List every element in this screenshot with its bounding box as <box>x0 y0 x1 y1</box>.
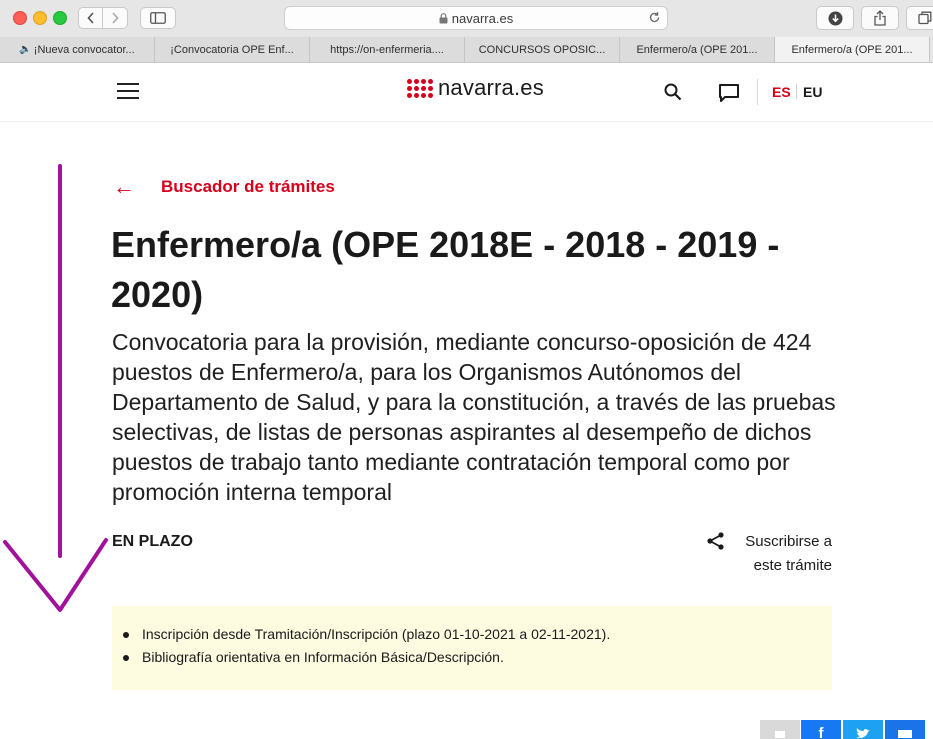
bullet-icon <box>123 632 129 638</box>
chat-icon[interactable] <box>718 83 740 108</box>
tab-4[interactable] <box>620 37 775 62</box>
speaker-icon: 🔈 <box>19 44 32 55</box>
print-button[interactable] <box>760 720 800 739</box>
tab-label: Enfermero/a (OPE 201... <box>636 43 758 56</box>
back-link[interactable] <box>113 176 335 198</box>
sidebar-toggle-button[interactable] <box>140 7 176 29</box>
print-icon <box>773 728 787 738</box>
tab-label: ¡Convocatoria OPE Enf... <box>170 43 294 56</box>
chevron-left-icon <box>87 12 95 24</box>
address-bar[interactable] <box>284 6 668 30</box>
subscribe-link[interactable] <box>706 530 832 578</box>
arrow-left-icon: ← <box>113 174 135 199</box>
tabs-icon <box>918 11 932 25</box>
logo-text: navarra.es <box>438 75 544 100</box>
download-icon <box>828 11 843 26</box>
notice-item <box>123 623 610 646</box>
lock-icon <box>439 13 448 24</box>
downloads-button[interactable] <box>816 6 854 30</box>
browser-toolbar <box>0 0 933 37</box>
address-text: navarra.es <box>451 10 514 26</box>
email-share-button[interactable] <box>885 720 925 739</box>
notice-item-text: Inscripción desde Tramitación/Inscripción (plazo 01-10-2021 a 02-11-2021). <box>142 626 611 642</box>
tab-label: https://on-enfermeria.... <box>330 43 444 56</box>
close-window-button[interactable] <box>13 11 27 25</box>
chevron-right-icon <box>111 12 119 24</box>
tab-5-active[interactable] <box>775 37 930 62</box>
twitter-share-button[interactable] <box>843 720 883 739</box>
tab-bar <box>0 37 933 62</box>
header-divider <box>757 79 758 105</box>
bullet-icon <box>123 655 129 661</box>
reload-icon[interactable] <box>648 11 661 27</box>
history-nav <box>78 7 130 29</box>
tab-overview-button[interactable] <box>906 6 933 30</box>
notice-list <box>123 623 610 669</box>
facebook-share-button[interactable] <box>801 720 841 739</box>
language-eu[interactable]: EU <box>803 84 823 100</box>
twitter-icon <box>855 728 871 739</box>
page-description: Convocatoria para la provisión, mediante concurso-oposición de 424 puestos de Enfermero/a, para los Organismos Autónomos del Departamento de Salud, y para la constitución, a través de las pruebas selectivas, de listas de personas aspirantes al desempeño de dichos puestos de trabajo tanto mediante contratación temporal como por promoción interna temporal <box>112 329 836 505</box>
site-logo[interactable] <box>407 75 544 101</box>
page-title: Enfermero/a (OPE 2018E - 2018 - 2019 - 2020) <box>111 224 780 315</box>
tab-1[interactable] <box>155 37 310 62</box>
search-icon[interactable] <box>664 83 682 106</box>
minimize-window-button[interactable] <box>33 11 47 25</box>
share-icon <box>873 10 887 26</box>
sidebar-icon <box>150 12 166 24</box>
tab-3[interactable] <box>465 37 620 62</box>
tab-label: CONCURSOS OPOSIC... <box>478 43 606 56</box>
zoom-window-button[interactable] <box>53 11 67 25</box>
menu-icon[interactable] <box>117 83 139 99</box>
browser-chrome <box>0 0 933 63</box>
notice-item <box>123 646 610 669</box>
back-link-label: Buscador de trámites <box>161 177 335 196</box>
language-es[interactable]: ES <box>772 84 791 100</box>
tab-label: Enfermero/a (OPE 201... <box>791 43 913 56</box>
forward-button[interactable] <box>103 7 128 29</box>
share-button[interactable] <box>861 6 899 30</box>
notice-item-text: Bibliografía orientativa en Información Básica/Descripción. <box>142 649 504 665</box>
subscribe-label: Suscribirse a este trámite <box>745 533 832 574</box>
mail-icon <box>898 728 912 738</box>
tab-0[interactable] <box>0 37 155 62</box>
annotation-arrow-icon <box>0 160 120 620</box>
status-badge: EN PLAZO <box>112 533 193 550</box>
tab-label: ¡Nueva convocator... <box>33 43 135 56</box>
facebook-icon: f <box>818 725 824 739</box>
logo-dots-icon <box>407 79 433 98</box>
language-divider <box>796 84 797 99</box>
tab-2[interactable] <box>310 37 465 62</box>
notice-box <box>112 606 832 690</box>
back-button[interactable] <box>78 7 103 29</box>
site-header <box>0 63 933 122</box>
share-nodes-icon <box>706 531 726 578</box>
